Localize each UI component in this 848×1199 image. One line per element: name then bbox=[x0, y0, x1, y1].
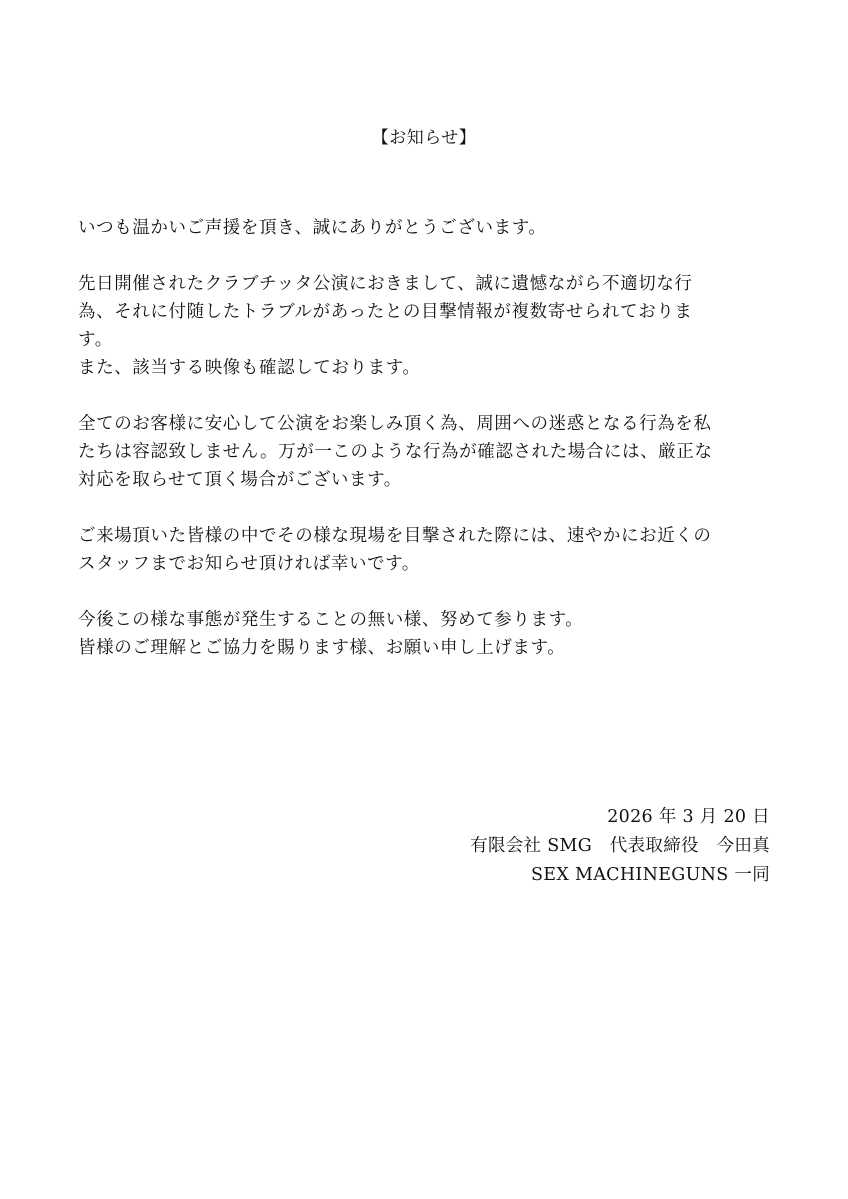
paragraph-greeting bbox=[78, 214, 778, 242]
text-line: スタッフまでお知らせ頂ければ幸いです。 bbox=[78, 554, 420, 574]
notice-body bbox=[78, 214, 778, 690]
paragraph-policy bbox=[78, 410, 778, 494]
text-line: 対応を取らせて頂く場合がございます。 bbox=[78, 470, 402, 490]
signature-company: 有限会社 SMG 代表取締役 今田真 bbox=[470, 836, 770, 856]
signature-date: 2026 年 3 月 20 日 bbox=[607, 807, 770, 827]
text-line: 為、それに付随したトラブルがあったとの目撃情報が複数寄せられておりま bbox=[78, 302, 693, 322]
text-line: 今後この様な事態が発生することの無い様、努めて参ります。 bbox=[78, 610, 584, 630]
signature-group: SEX MACHINEGUNS 一同 bbox=[531, 865, 770, 885]
paragraph-incident-report bbox=[78, 270, 778, 382]
text-line: また、該当する映像も確認しております。 bbox=[78, 358, 421, 378]
signature-block bbox=[470, 803, 770, 890]
text-line: いつも温かいご声援を頂き、誠にありがとうございます。 bbox=[78, 218, 547, 238]
text-line: たちは容認致しません。万が一このような行為が確認された場合には、厳正な bbox=[78, 442, 713, 462]
text-line: 皆様のご理解とご協力を賜ります様、お願い申し上げます。 bbox=[78, 638, 566, 658]
paragraph-request bbox=[78, 522, 778, 578]
text-line: 先日開催されたクラブチッタ公演におきまして、誠に遺憾ながら不適切な行 bbox=[78, 274, 693, 294]
text-line: す。 bbox=[78, 330, 113, 350]
text-line: ご来場頂いた皆様の中でその様な現場を目撃された際には、速やかにお近くの bbox=[78, 526, 712, 546]
notice-title: 【お知らせ】 bbox=[371, 128, 477, 148]
text-line: 全てのお客様に安心して公演をお楽しみ頂く為、周囲への迷惑となる行為を私 bbox=[78, 414, 712, 434]
paragraph-closing bbox=[78, 606, 778, 662]
